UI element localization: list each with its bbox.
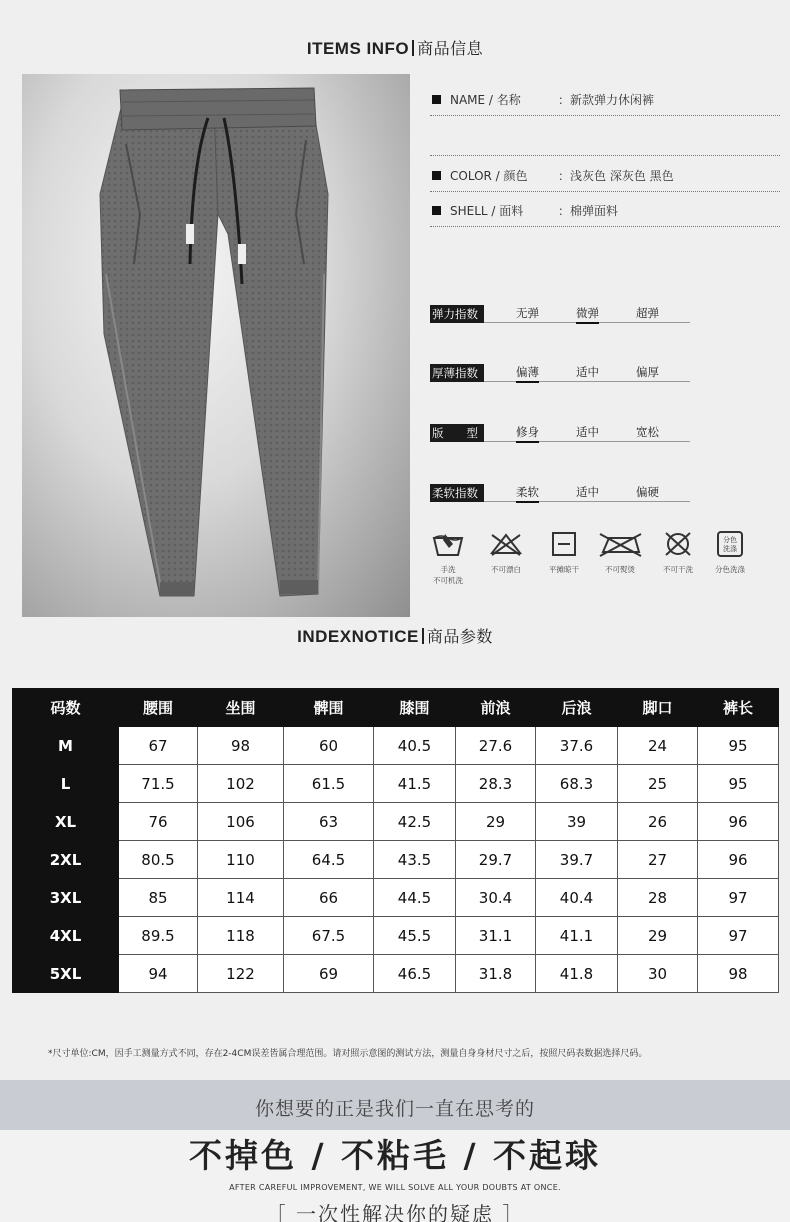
- index-label: 弹力指数: [430, 305, 484, 323]
- size-value-cell: 29: [456, 803, 536, 841]
- size-value-cell: 63: [284, 803, 374, 841]
- slogan-closing: ［ 一次性解决你的疑虑 ］: [265, 1202, 525, 1222]
- no-iron-icon: [597, 530, 643, 558]
- table-row: [13, 879, 779, 917]
- index-elasticity: [430, 302, 700, 326]
- size-value-cell: 30: [618, 955, 698, 993]
- size-value-cell: 69: [284, 955, 374, 993]
- size-value-cell: 95: [698, 765, 779, 803]
- info-row-shell: [430, 199, 780, 227]
- index-option: 无弹: [516, 306, 539, 320]
- size-value-cell: 68.3: [536, 765, 618, 803]
- separate-wash-icon: [715, 530, 745, 558]
- size-value-cell: 118: [198, 917, 284, 955]
- slogan-main: 你想要的正是我们一直在思考的: [254, 1098, 535, 1120]
- size-note: *尺寸单位:CM，因手工测量方式不同，存在2-4CM误差皆属合理范围。请对照示意图的测试方法，测量自身身材尺寸之后，按照尺码表数据选择尺码。: [48, 1049, 648, 1059]
- info-value: ：新款弹力休闲裤: [558, 93, 655, 107]
- size-value-cell: 28: [618, 879, 698, 917]
- size-value-cell: 24: [618, 727, 698, 765]
- index-label: 版 型: [430, 424, 484, 442]
- index-option: 适中: [576, 365, 599, 379]
- index-notice-title-cn: 商品参数: [426, 627, 493, 646]
- index-softness: [430, 481, 700, 505]
- size-value-cell: 27.6: [456, 727, 536, 765]
- index-option: 超弹: [636, 306, 659, 320]
- size-table-header-cell: 前浪: [456, 689, 536, 727]
- index-line: [484, 381, 690, 382]
- size-value-cell: 40.4: [536, 879, 618, 917]
- size-value-cell: 97: [698, 917, 779, 955]
- size-label-cell: L: [13, 765, 119, 803]
- size-value-cell: 122: [198, 955, 284, 993]
- care-label: 不可干洗: [663, 565, 693, 574]
- care-separate-wash: [700, 530, 760, 575]
- size-label-cell: M: [13, 727, 119, 765]
- care-no-iron: [590, 530, 650, 575]
- size-value-cell: 94: [119, 955, 198, 993]
- size-table: [12, 688, 779, 993]
- size-value-cell: 46.5: [374, 955, 456, 993]
- size-table-header-cell: 后浪: [536, 689, 618, 727]
- pants-illustration: [22, 74, 410, 617]
- size-value-cell: 67: [119, 727, 198, 765]
- index-option: 偏厚: [636, 365, 659, 379]
- size-value-cell: 89.5: [119, 917, 198, 955]
- flat-dry-icon: [549, 530, 579, 558]
- size-table-header: [13, 689, 779, 727]
- size-value-cell: 26: [618, 803, 698, 841]
- size-value-cell: 40.5: [374, 727, 456, 765]
- size-value-cell: 41.5: [374, 765, 456, 803]
- size-label-cell: 4XL: [13, 917, 119, 955]
- size-value-cell: 97: [698, 879, 779, 917]
- size-value-cell: 39.7: [536, 841, 618, 879]
- care-hand-wash: [418, 530, 478, 586]
- size-table-header-cell: 码数: [13, 689, 119, 727]
- care-flat-dry: [534, 530, 594, 575]
- size-value-cell: 61.5: [284, 765, 374, 803]
- index-notice-title-en: INDEXNOTICE: [297, 627, 419, 646]
- size-table-header-cell: 裤长: [698, 689, 779, 727]
- title-divider: [422, 628, 424, 644]
- size-value-cell: 44.5: [374, 879, 456, 917]
- size-value-cell: 37.6: [536, 727, 618, 765]
- info-value: ：棉弹面料: [558, 204, 619, 218]
- size-value-cell: 67.5: [284, 917, 374, 955]
- size-value-cell: 96: [698, 803, 779, 841]
- items-info-title-en: ITEMS INFO: [306, 39, 410, 58]
- size-value-cell: 28.3: [456, 765, 536, 803]
- no-dry-clean-icon: [661, 530, 695, 558]
- size-value-cell: 41.8: [536, 955, 618, 993]
- care-label: 不可漂白: [491, 565, 521, 574]
- size-label-cell: 3XL: [13, 879, 119, 917]
- size-value-cell: 98: [698, 955, 779, 993]
- info-value: ：浅灰色 深灰色 黑色: [558, 169, 674, 183]
- index-label: 厚薄指数: [430, 364, 484, 382]
- badge-line-2: 洗涤: [723, 545, 737, 553]
- index-line: [484, 441, 690, 442]
- care-no-bleach: [476, 530, 536, 575]
- size-value-cell: 27: [618, 841, 698, 879]
- size-value-cell: 66: [284, 879, 374, 917]
- info-label: COLOR / 颜色: [450, 169, 528, 183]
- size-value-cell: 64.5: [284, 841, 374, 879]
- size-value-cell: 29: [618, 917, 698, 955]
- table-row: [13, 917, 779, 955]
- table-row: [13, 727, 779, 765]
- index-option: 适中: [576, 485, 599, 499]
- size-value-cell: 85: [119, 879, 198, 917]
- info-row-name: [430, 88, 780, 116]
- care-label-2: 不可机洗: [433, 576, 463, 585]
- size-value-cell: 98: [198, 727, 284, 765]
- size-label-cell: 2XL: [13, 841, 119, 879]
- size-value-cell: 76: [119, 803, 198, 841]
- size-table-header-cell: 坐围: [198, 689, 284, 727]
- care-label: 分色洗涤: [715, 565, 745, 574]
- index-line: [484, 501, 690, 502]
- size-value-cell: 95: [698, 727, 779, 765]
- size-table-header-cell: 膝围: [374, 689, 456, 727]
- dotted-divider: [430, 155, 780, 156]
- index-thickness: [430, 361, 700, 385]
- size-value-cell: 102: [198, 765, 284, 803]
- size-value-cell: 110: [198, 841, 284, 879]
- table-row: [13, 803, 779, 841]
- info-row-color: [430, 164, 780, 192]
- care-label: 平摊晾干: [549, 565, 579, 574]
- bullet-square: [432, 95, 441, 104]
- slogan-features: 不掉色 / 不粘毛 / 不起球: [188, 1136, 602, 1175]
- items-info-title-cn: 商品信息: [417, 39, 484, 58]
- hand-wash-icon: [431, 530, 465, 558]
- index-notice-title: [0, 624, 790, 647]
- size-table-header-cell: 腰围: [119, 689, 198, 727]
- size-label-cell: XL: [13, 803, 119, 841]
- index-option: 适中: [576, 425, 599, 439]
- size-value-cell: 43.5: [374, 841, 456, 879]
- table-row: [13, 841, 779, 879]
- care-no-dry-clean: [648, 530, 708, 575]
- size-value-cell: 39: [536, 803, 618, 841]
- index-option-selected: 柔软: [516, 484, 539, 503]
- index-option: 偏硬: [636, 485, 659, 499]
- size-value-cell: 71.5: [119, 765, 198, 803]
- index-option-selected: 修身: [516, 424, 539, 443]
- size-value-cell: 31.8: [456, 955, 536, 993]
- size-value-cell: 106: [198, 803, 284, 841]
- size-value-cell: 25: [618, 765, 698, 803]
- size-value-cell: 41.1: [536, 917, 618, 955]
- slogan-english: AFTER CAREFUL IMPROVEMENT, WE WILL SOLVE ALL YOUR DOUBTS AT ONCE.: [229, 1183, 561, 1192]
- table-row: [13, 765, 779, 803]
- size-value-cell: 42.5: [374, 803, 456, 841]
- no-bleach-icon: [488, 530, 524, 558]
- size-value-cell: 96: [698, 841, 779, 879]
- size-value-cell: 60: [284, 727, 374, 765]
- size-table-header-cell: 脚口: [618, 689, 698, 727]
- items-info-title: [0, 36, 790, 59]
- index-option: 宽松: [636, 425, 659, 439]
- size-value-cell: 31.1: [456, 917, 536, 955]
- size-table-header-cell: 髀围: [284, 689, 374, 727]
- care-label: 不可熨烫: [605, 565, 635, 574]
- index-fit: [430, 421, 700, 445]
- bullet-square: [432, 171, 441, 180]
- size-value-cell: 45.5: [374, 917, 456, 955]
- size-value-cell: 30.4: [456, 879, 536, 917]
- index-option-selected: 偏薄: [516, 364, 539, 383]
- badge-line-1: 分色: [723, 536, 737, 544]
- size-value-cell: 80.5: [119, 841, 198, 879]
- size-label-cell: 5XL: [13, 955, 119, 993]
- info-label: SHELL / 面料: [450, 204, 524, 218]
- table-row: [13, 955, 779, 993]
- size-table-body: [13, 727, 779, 993]
- info-label: NAME / 名称: [450, 93, 521, 107]
- index-label: 柔软指数: [430, 484, 484, 502]
- size-value-cell: 29.7: [456, 841, 536, 879]
- size-value-cell: 114: [198, 879, 284, 917]
- care-label: 手洗: [440, 565, 456, 574]
- bullet-square: [432, 206, 441, 215]
- title-divider: [412, 40, 414, 56]
- product-photo: [22, 74, 410, 617]
- index-option-selected: 微弹: [576, 305, 599, 324]
